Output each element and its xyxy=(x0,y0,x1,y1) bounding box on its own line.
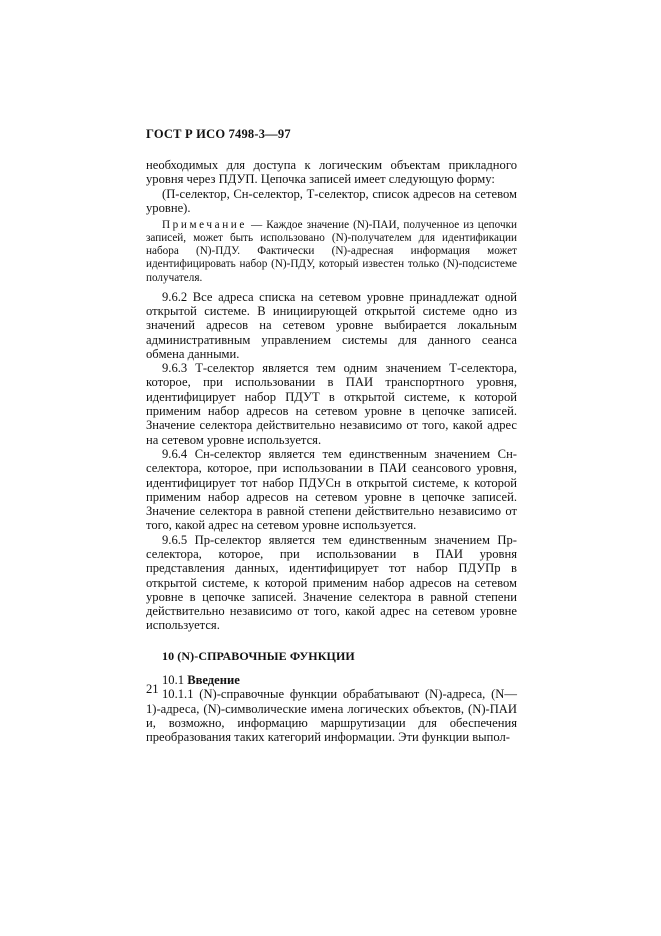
paragraph-9-6-4: 9.6.4 Сн-селектор является тем единственным значением Сн-селектора, которое, при использовании в ПАИ сеансового уровня, идентифицирует тот набор ПДУСн в открытой системе, к которой применим набор адресов на сетевом уровне в цепочке записей. Значение селектора в равной степени действительно независимо от того, какой адрес на сетевом уровне используется. xyxy=(146,446,517,533)
body-text xyxy=(146,158,517,745)
paragraph-9-6-2: 9.6.2 Все адреса списка на сетевом уровне принадлежат одной открытой системе. В инициирующей открытой системе одно из значений адресов на сетевом уровне выбирается локальным административным управлением системы для данного сеанса обмена данными. xyxy=(146,289,517,361)
subsection-10-1-heading xyxy=(146,673,517,687)
page-number: 21 xyxy=(146,682,159,696)
section-10-title: 10 (N)-СПРАВОЧНЫЕ ФУНКЦИИ xyxy=(162,648,355,663)
paragraph-continuation: необходимых для доступа к логическим объектам прикладного уровня через ПДУП. Цепочка записей имеет следующую форму: xyxy=(146,158,517,187)
subsection-10-1-title: Введение xyxy=(187,673,240,688)
note-label: Примечание xyxy=(162,219,247,232)
note xyxy=(146,219,517,284)
subsection-10-1-number: 10.1 xyxy=(162,673,188,688)
paragraph-9-6-3: 9.6.3 Т-селектор является тем одним значением Т-селектора, которое, при использовании в ПАИ транспортного уровня, идентифицирует набор ПДУТ в открытой системе, к которой применим набор адресов на сетевом уровне в цепочке записей. Значение селектора действительно независимо от того, какой адрес на сетевом уровне используется. xyxy=(146,361,517,447)
note-text: — Каждое значение (N)-ПАИ, полученное из цепочки записей, может быть использовано (N)-получателем для идентификации набора (N)-ПДУ. Фактически (N)-адресная информация может идентифицировать набор (N)-ПДУ, который известен только (N)-подсистеме получателя. xyxy=(146,219,517,284)
paragraph-10-1-1: 10.1.1 (N)-справочные функции обрабатывают (N)-адреса, (N—1)-адреса, (N)-символические имена логических объектов, (N)-ПАИ и, возможно, информацию маршрутизации для обеспечения преобразования таких категорий информации. Эти функции выпол- xyxy=(146,687,517,745)
paragraph-record-chain-form: (П-селектор, Сн-селектор, Т-селектор, список адресов на сетевом уровне). xyxy=(146,186,517,215)
paragraph-9-6-5: 9.6.5 Пр-селектор является тем единственным значением Пр-селектора, которое, при использовании в ПАИ уровня представления данных, идентифицирует тот набор ПДУПр в открытой системе, к которой применим набор адресов на сетевом уровне в цепочке записей. Значение селектора в равной степени действительно независимо от того, какой адрес на сетевом уровне используется. xyxy=(146,532,517,633)
page-header-standard-id: ГОСТ Р ИСО 7498-3—97 xyxy=(146,127,291,141)
